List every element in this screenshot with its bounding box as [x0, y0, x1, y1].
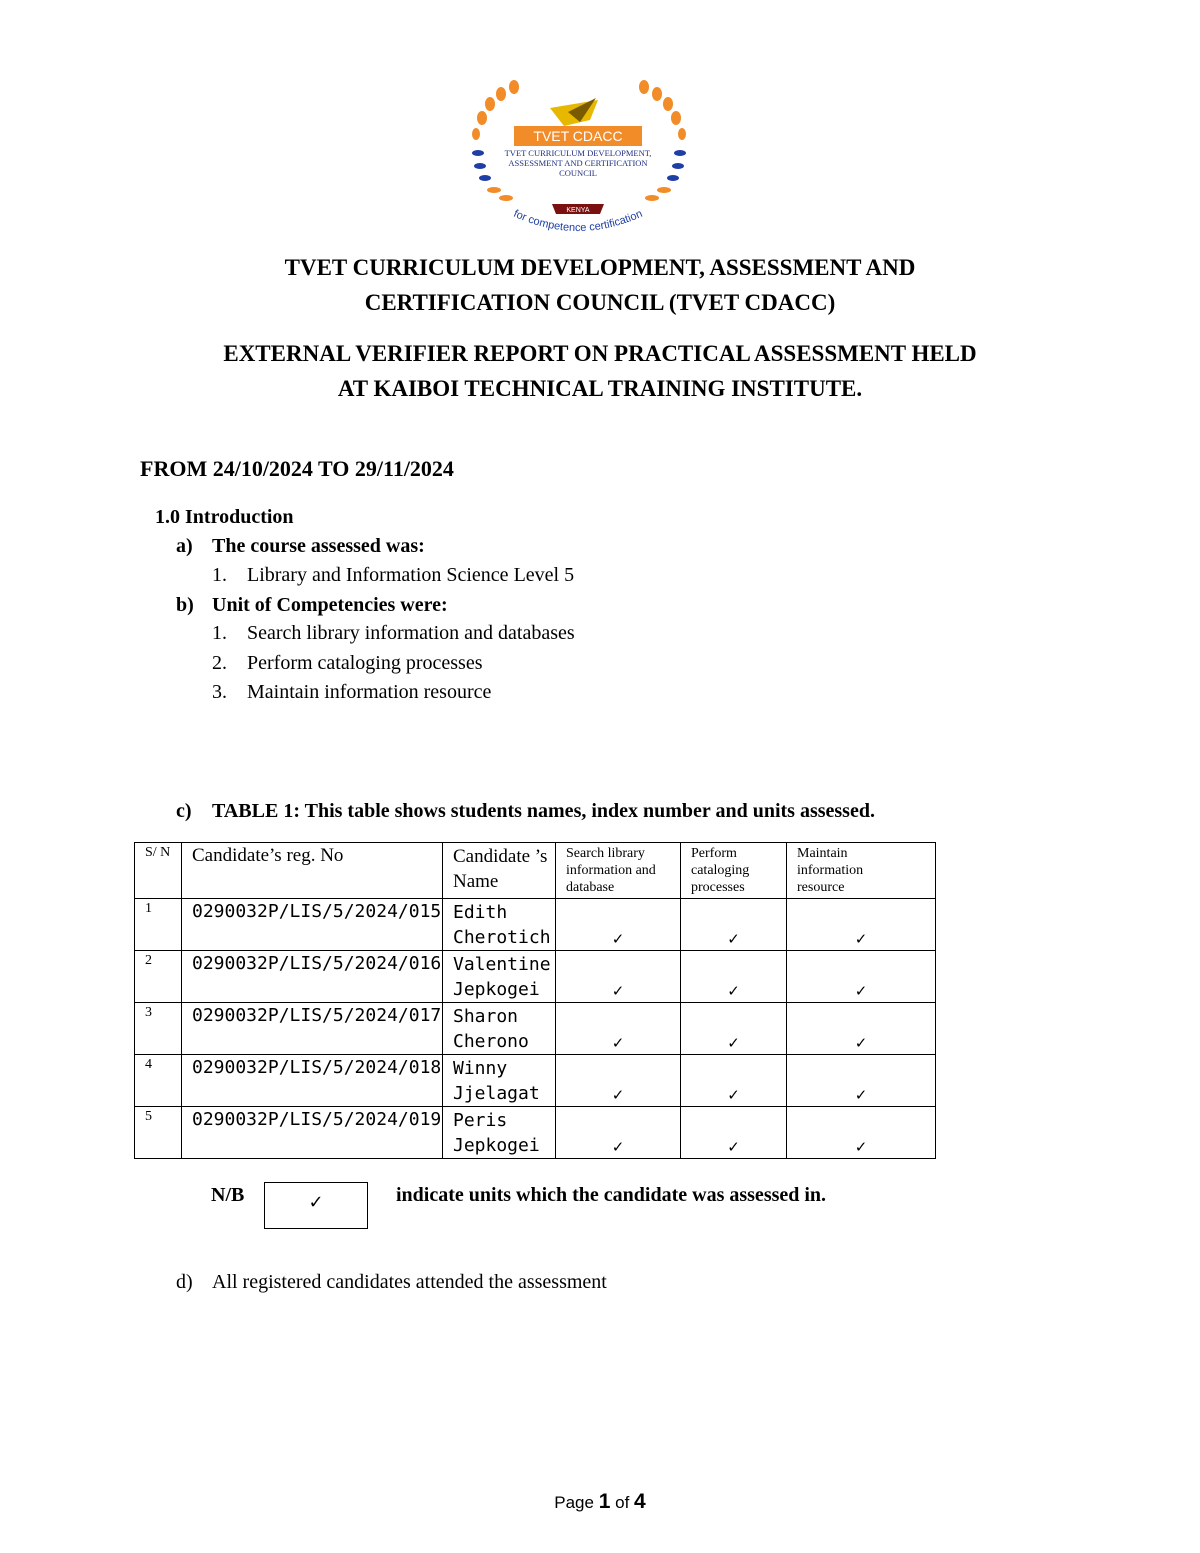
cell-sn: 2	[135, 951, 182, 1003]
item-a-label: The course assessed was:	[212, 535, 425, 557]
unit-number: 2.	[212, 652, 227, 674]
check-icon: ✓	[681, 951, 787, 1003]
tvet-cdacc-logo	[468, 78, 690, 238]
check-icon: ✓	[308, 1192, 324, 1213]
last-name: Jepkogei	[453, 1135, 540, 1156]
cell-reg-no: 0290032P/LIS/5/2024/015	[182, 899, 443, 951]
logo-name-line2: ASSESSMENT AND CERTIFICATION	[508, 158, 648, 168]
cell-reg-no: 0290032P/LIS/5/2024/017	[182, 1003, 443, 1055]
check-icon: ✓	[556, 1055, 681, 1107]
logo-country: KENYA	[566, 207, 590, 214]
unit-item: Perform cataloging processes	[247, 652, 483, 674]
last-name: Jjelagat	[453, 1083, 540, 1104]
check-icon: ✓	[681, 1003, 787, 1055]
cell-name	[443, 951, 556, 1003]
check-icon: ✓	[787, 1107, 936, 1159]
check-icon: ✓	[681, 899, 787, 951]
cell-name	[443, 1055, 556, 1107]
cell-sn: 4	[135, 1055, 182, 1107]
header-unit-maintain: Maintain information resource	[787, 843, 936, 899]
page-of: of	[615, 1493, 630, 1512]
cell-sn: 1	[135, 899, 182, 951]
note-check-box	[264, 1182, 368, 1229]
assessment-dates: FROM 24/10/2024 TO 29/11/2024	[140, 456, 454, 481]
cell-name	[443, 1003, 556, 1055]
page-prefix: Page	[554, 1493, 594, 1512]
first-name: Edith	[453, 902, 508, 923]
item-b-marker: b)	[176, 594, 194, 616]
page-current: 1	[598, 1490, 611, 1513]
check-icon: ✓	[556, 899, 681, 951]
cell-reg-no: 0290032P/LIS/5/2024/016	[182, 951, 443, 1003]
check-icon: ✓	[787, 951, 936, 1003]
check-icon: ✓	[556, 1003, 681, 1055]
header-name: Candidate ’s Name	[443, 843, 556, 899]
first-name: Peris	[453, 1110, 508, 1131]
page-number	[0, 1490, 1200, 1514]
check-icon: ✓	[681, 1107, 787, 1159]
item-d-marker: d)	[176, 1271, 193, 1293]
last-name: Cherotich	[453, 927, 551, 948]
cell-sn: 5	[135, 1107, 182, 1159]
last-name: Cherono	[453, 1031, 529, 1052]
unit-number: 1.	[212, 622, 227, 644]
header-unit-search: Search library information and database	[556, 843, 681, 899]
note-label: N/B	[211, 1184, 245, 1206]
logo-name-line3: COUNCIL	[559, 168, 597, 178]
cell-name	[443, 899, 556, 951]
last-name: Jepkogei	[453, 979, 540, 1000]
table-row	[135, 899, 936, 951]
table-row	[135, 951, 936, 1003]
page-total: 4	[634, 1490, 646, 1513]
unit-item: Maintain information resource	[247, 681, 492, 703]
heading-report-line2: AT KAIBOI TECHNICAL TRAINING INSTITUTE.	[337, 376, 863, 401]
check-icon: ✓	[681, 1055, 787, 1107]
item-d-text: All registered candidates attended the assessment	[212, 1271, 607, 1293]
logo-motto: for competence certification	[511, 207, 645, 235]
item-b-label: Unit of Competencies were:	[212, 594, 448, 616]
table-row	[135, 1055, 936, 1107]
table-row	[135, 1003, 936, 1055]
unit-number: 3.	[212, 681, 227, 703]
table-header-row	[135, 843, 936, 899]
first-name: Winny	[453, 1058, 508, 1079]
candidates-table	[134, 842, 936, 1159]
header-sn: S/ N	[135, 843, 182, 899]
note-text: indicate units which the candidate was assessed in.	[396, 1184, 827, 1206]
heading-report-line1: EXTERNAL VERIFIER REPORT ON PRACTICAL ASSESSMENT HELD	[223, 341, 977, 366]
item-c-marker: c)	[176, 800, 192, 822]
check-icon: ✓	[787, 1055, 936, 1107]
heading-council-line1: TVET CURRICULUM DEVELOPMENT, ASSESSMENT AND	[284, 255, 916, 280]
course-item: Library and Information Science Level 5	[247, 564, 575, 586]
table-row	[135, 1107, 936, 1159]
first-name: Sharon	[453, 1006, 519, 1027]
cell-sn: 3	[135, 1003, 182, 1055]
cell-reg-no: 0290032P/LIS/5/2024/019	[182, 1107, 443, 1159]
unit-item: Search library information and databases	[247, 622, 575, 644]
cell-reg-no: 0290032P/LIS/5/2024/018	[182, 1055, 443, 1107]
header-unit-cataloging: Perform cataloging processes	[681, 843, 787, 899]
check-icon: ✓	[787, 899, 936, 951]
heading-council-line2: CERTIFICATION COUNCIL (TVET CDACC)	[364, 290, 836, 315]
logo-name-line1: TVET CURRICULUM DEVELOPMENT,	[504, 148, 652, 158]
item-a-marker: a)	[176, 535, 193, 557]
first-name: Valentine	[453, 954, 551, 975]
logo-badge-text: TVET CDACC	[533, 128, 623, 144]
header-reg-no: Candidate’s reg. No	[182, 843, 443, 899]
table-caption: TABLE 1: This table shows students names, index number and units assessed.	[212, 800, 875, 822]
check-icon: ✓	[556, 1107, 681, 1159]
intro-title: 1.0 Introduction	[155, 506, 294, 528]
course-number: 1.	[212, 564, 227, 586]
cell-name	[443, 1107, 556, 1159]
check-icon: ✓	[556, 951, 681, 1003]
check-icon: ✓	[787, 1003, 936, 1055]
